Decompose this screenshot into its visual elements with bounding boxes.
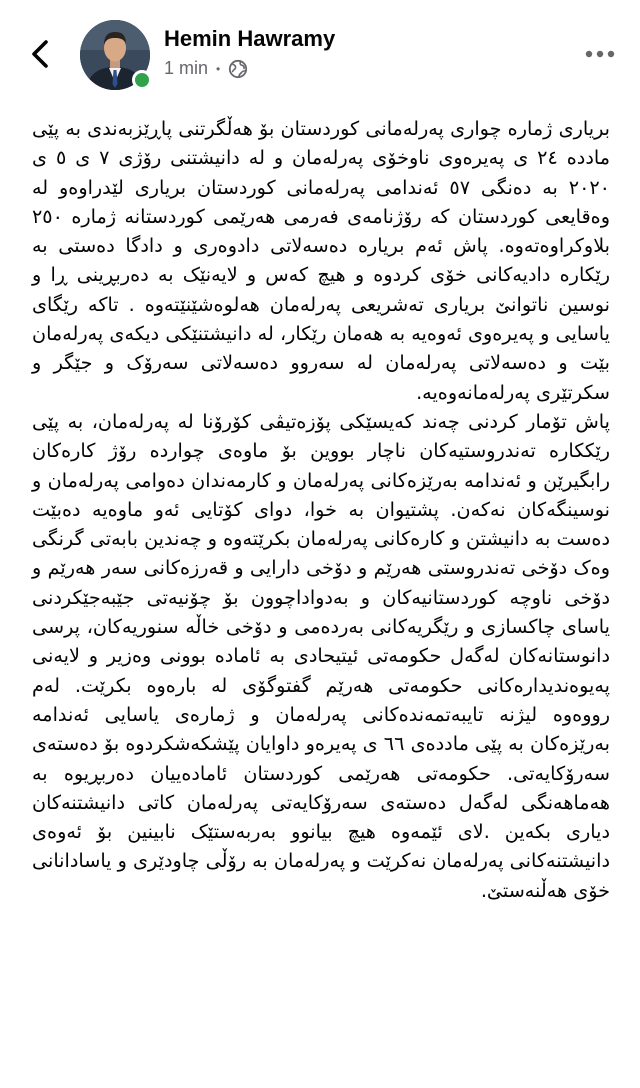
back-button[interactable]: [22, 36, 58, 72]
post-paragraph: بریاری ژمارە چواری پەرلەمانی کوردستان بۆ هەڵگرتنی پاڕێزبەندی بە پێی ماددە ٢٤ ی پەیرەوی ناوخۆی پەرلەمان و لە دانیشتنی رۆژی ٧ ی ٥ ی ٢٠٢٠ بە دەنگی ٥٧ ئەندامی پەرلەمانی کوردستان بریاری لێدراوەو لە وەقایعی کوردستان کە رۆژنامەی فەرمی هەرێمی کوردستانە ژمارە ٢٥٠ بلاوکراوەتەوە. پاش ئەم بریارە دەسەلاتی دادوەری و دادگا دەستی بە رێکارە دادیەکانی خۆی کردوە و هیچ کەس و لایەنێک بە دەربڕینی ڕا و نوسین ناتوانێ بریاری تەشریعی پەرلەمان هەلوەشێنێتەوە . تاکە رێگای یاسایی و پەیرەوی ئەوەیە بە هەمان رێکار، لە دانیشتنێکی دیکەی پەرلەمان بێت و دەسەلاتی پەرلەمان لە سەروو دەسەلاتی سەرۆک و جێگر و سکرتێری پەرلەمانەوەیە.: [32, 117, 610, 404]
post-paragraph: پاش تۆمار کردنی چەند کەیسێکی پۆزەتیڤی کۆرۆنا لە پەرلەمان، بە پێی رێککارە تەندروستیەکان ناچار بووین بۆ ماوەی چواردە رۆژ کارەکان رابگیرێن و ئەندامە بەرێزەکانی پەرلەمان و کارمەندان دەوامی پەرلەمان و نوسینگەکان نەکەن. پشتیوان بە خوا، دوای کۆتایی ئەو ماوەیە دەبێت دەست بە دانیشتن و کارەکانی پەرلەمان بکرێتەوە و چەندین بابەتی گرنگی وەک دۆخی تەندروستی هەرێم و دۆخی دارایی و قەرزەکانی سەر هەرێم و دۆخی ناوچە کوردستانیەکان و بەدواداچوون بۆ چۆنیەتی جێبەجێکردنی یاسای چاکسازی و رێگریەکانی بەردەمی و دۆخی خاڵە سنوریەکان، پرسی دانوستانەکان لەگەل حکومەتی ئیتیحادی بە ئامادە بوونی وەزیر و لایەنی پەیوەندیدارەکانی حکومەتی هەرێم گفتوگۆی لە بارەوە بکرێت. لەم رووەوە لیژنە تایبەتمەندەکانی پەرلەمان و ژمارەی یاسایی ئەندامە بەرێزەکان بە پێی ماددەی ٦٦ ی پەیرەو داوایان پێشکەشکردوە بۆ دەستەی سەرۆکایەتی. حکومەتی هەرێمی کوردستان ئامادەییان دەربڕیوە بە هەماهەنگی لەگەل دەستەی سەرۆکایەتی پەرلەمان کاتی دانیشتنەکان دیاری بکەین .لای ئێمەوە هیچ بیانوو بەربەستێک نابینین بۆ ئەوەی دانیشتنەکانی پەرلەمان نەکرێت و پەرلەمان بە رۆڵی چاودێری و یاسادانانی خۆی هەڵنەستێ.: [32, 409, 610, 902]
globe-icon: [228, 59, 248, 79]
online-status-dot: [132, 70, 152, 90]
chevron-left-icon: [29, 39, 51, 69]
author-avatar[interactable]: [80, 20, 150, 90]
post-header: [0, 0, 640, 108]
author-name[interactable]: Hemin Hawramy: [164, 26, 336, 51]
more-horizontal-icon: [585, 50, 615, 58]
meta-separator: •: [216, 61, 221, 76]
post-timestamp[interactable]: 1 min: [164, 58, 209, 78]
post-text: [32, 114, 610, 905]
post-meta: [164, 58, 248, 79]
more-options-button[interactable]: [582, 40, 618, 68]
